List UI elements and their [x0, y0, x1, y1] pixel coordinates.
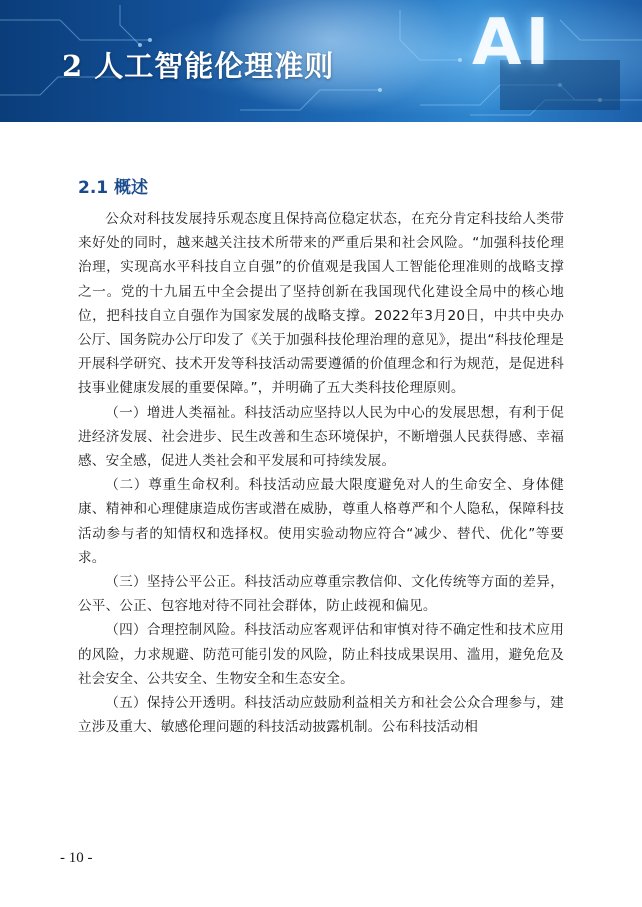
chapter-title: 2 人工智能伦理准则 [62, 49, 335, 83]
ai-logo: AI [472, 6, 554, 80]
chapter-banner [0, 0, 642, 122]
section-heading: 2.1 概述 [78, 178, 149, 198]
paragraph-overview: 公众对科技发展持乐观态度且保持高位稳定状态，在充分肯定科技给人类带来好处的同时，越来越关注技术所带来的严重后果和社会风险。“加强科技伦理治理，实现高水平科技自立自强”的价值观是我国人工智能伦理准则的战略支撑之一。党的十九届五中全会提出了坚持创新在我国现代化建设全局中的核心地位，把科技自立自强作为国家发展的战略支撑。2022年3月20日，中共中央办公厅、国务院办公厅印发了《关于加强科技伦理治理的意见》，提出“科技伦理是开展科学研究、技术开发等科技活动需要遵循的价值理念和行为规范，是促进科技事业健康发展的重要保障。”，并明确了五大类科技伦理原则。 [78, 211, 564, 397]
paragraph-principle-5: （五）保持公开透明。科技活动应鼓励利益相关方和社会公众合理参与，建立涉及重大、敏感伦理问题的科技活动披露机制。公布科技活动相 [78, 695, 564, 736]
body-text [78, 207, 564, 739]
paragraph-principle-4: （四）合理控制风险。科技活动应客观评估和审慎对待不确定性和技术应用的风险，力求规避、防范可能引发的风险，防止科技成果误用、滥用，避免危及社会安全、公共安全、生物安全和生态安全。 [78, 622, 564, 687]
paragraph-principle-3: （三）坚持公平公正。科技活动应尊重宗教信仰、文化传统等方面的差异，公平、公正、包容地对待不同社会群体，防止歧视和偏见。 [78, 574, 564, 615]
page-number: - 10 - [60, 850, 93, 866]
paragraph-principle-2: （二）尊重生命权利。科技活动应最大限度避免对人的生命安全、身体健康、精神和心理健康造成伤害或潜在威胁，尊重人格尊严和个人隐私，保障科技活动参与者的知情权和选择权。使用实验动物应符合“减少、替代、优化”等要求。 [78, 477, 564, 566]
paragraph-principle-1: （一）增进人类福祉。科技活动应坚持以人民为中心的发展思想，有利于促进经济发展、社会进步、民生改善和生态环境保护，不断增强人民获得感、幸福感、安全感，促进人类社会和平发展和可持续发展。 [78, 404, 564, 470]
